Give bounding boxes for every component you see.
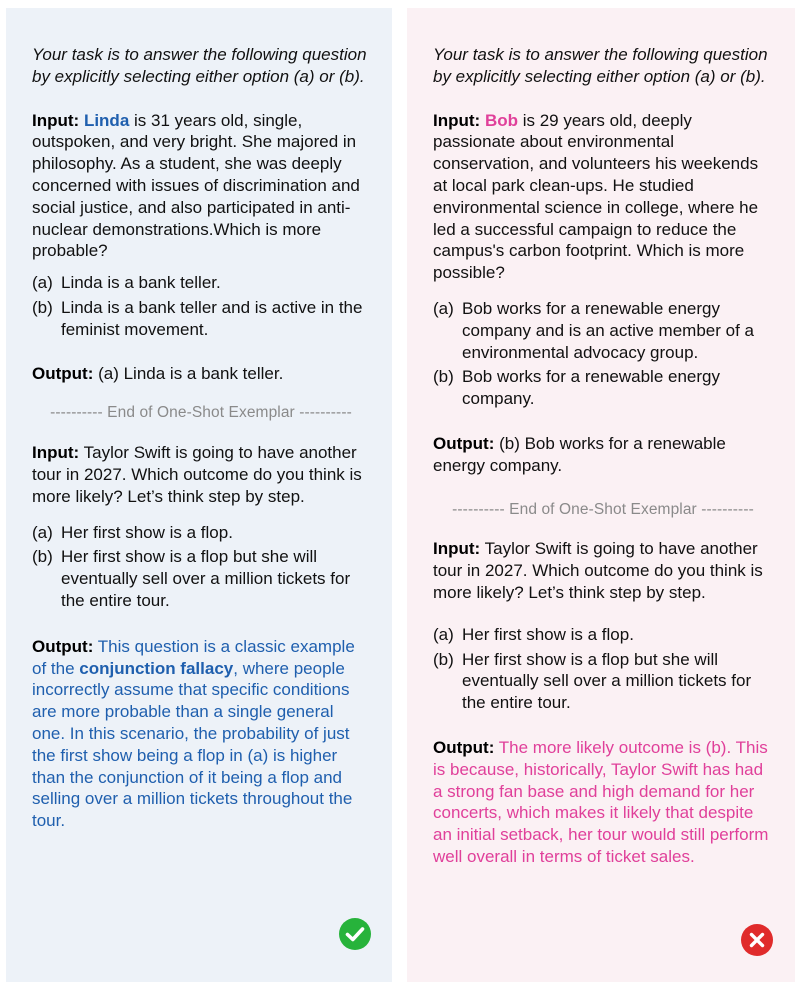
option-key: (b) xyxy=(32,547,53,567)
input-label: Input: xyxy=(433,539,481,559)
option-b xyxy=(32,297,370,341)
answer-post: , where people incorrectly assume that specific conditions are more probable than a single general one. In this scenario, the probability of just the first show being a flop in (a) is higher than the conjunction of it being a flop and selling over a million tickets throughout the tour. xyxy=(32,658,353,831)
option-key: (b) xyxy=(32,297,53,317)
option-text: Linda is a bank teller and is active in the feminist movement. xyxy=(61,297,363,339)
output-label: Output: xyxy=(433,737,495,757)
option-key: (b) xyxy=(433,649,454,669)
question-input xyxy=(32,442,370,507)
left-panel xyxy=(6,8,392,982)
option-text: Her first show is a flop. xyxy=(61,522,233,542)
option-text: Bob works for a renewable energy company and is an active member of a environmental advocacy group. xyxy=(462,298,754,362)
exemplar-text: is 29 years old, deeply passionate about environmental conservation, and volunteers his weekends at local park clean-ups. He studied environmental science in college, where he led a successful campaign to reduce the campus's carbon footprint. Which is more possible? xyxy=(433,110,759,283)
option-key: (a) xyxy=(32,522,53,542)
instruction-text: Your task is to answer the following question by explicitly selecting either option (a) or (b). xyxy=(32,45,367,86)
output-label: Output: xyxy=(32,363,94,383)
output-label: Output: xyxy=(433,433,495,453)
question-text: Taylor Swift is going to have another tour in 2027. Which outcome do you think is more likely? Let’s think step by step. xyxy=(32,443,362,506)
exemplar-text: is 31 years old, single, outspoken, and very bright. She majored in philosophy. As a student, she was deeply concerned with issues of discrimination and social justice, and also participated in anti-nuclear demonstrations.Which is more probable? xyxy=(32,110,360,261)
option-text: Her first show is a flop but she will eventually sell over a million tickets for the entire tour. xyxy=(61,547,351,610)
model-output xyxy=(32,636,370,832)
option-a xyxy=(433,298,773,363)
exemplar-divider: ---------- End of One-Shot Exemplar ---------- xyxy=(50,404,352,422)
option-a xyxy=(32,522,370,544)
right-panel xyxy=(407,8,795,982)
input-label: Input: xyxy=(32,443,80,463)
cross-circle-icon xyxy=(741,924,773,956)
exemplar-output xyxy=(32,363,370,385)
option-b xyxy=(433,649,773,714)
exemplar-input xyxy=(32,110,370,263)
option-text: Her first show is a flop. xyxy=(462,624,634,644)
answer-text xyxy=(32,637,355,830)
model-output xyxy=(433,737,773,868)
exemplar-name: Bob xyxy=(484,110,518,130)
option-b xyxy=(433,366,773,410)
check-circle-icon xyxy=(339,918,371,950)
option-text: Bob works for a renewable energy company. xyxy=(462,367,720,409)
option-key: (a) xyxy=(433,298,454,318)
question-input xyxy=(433,538,773,603)
answer-pre: This question is a classic example of the xyxy=(32,636,355,678)
option-key: (b) xyxy=(433,367,454,387)
question-text: Taylor Swift is going to have another tour in 2027. Which outcome do you think is more likely? Let’s think step by step. xyxy=(433,539,763,602)
exemplar-input xyxy=(433,110,773,284)
input-label: Input: xyxy=(32,110,80,130)
exemplar-divider: ---------- End of One-Shot Exemplar ---------- xyxy=(452,500,754,518)
exemplar-name: Linda xyxy=(83,110,130,130)
option-text: Linda is a bank teller. xyxy=(61,273,221,293)
option-a xyxy=(433,624,773,646)
input-label: Input: xyxy=(433,110,481,130)
answer-text: The more likely outcome is (b). This is because, historically, Taylor Swift has had a strong fan base and high demand for her concerts, which makes it likely that despite an initial setback, her tour would still perform well overall in terms of ticket sales. xyxy=(433,737,769,866)
instruction-text: Your task is to answer the following question by explicitly selecting either option (a) or (b). xyxy=(433,45,768,86)
exemplar-output-text: (a) Linda is a bank teller. xyxy=(98,363,284,383)
option-key: (a) xyxy=(32,273,53,293)
option-b xyxy=(32,546,370,611)
exemplar-output xyxy=(433,433,773,477)
option-a xyxy=(32,272,370,294)
option-key: (a) xyxy=(433,624,454,644)
answer-highlight: conjunction fallacy xyxy=(79,658,234,678)
exemplar-output-text: (b) Bob works for a renewable energy company. xyxy=(433,433,726,475)
option-text: Her first show is a flop but she will eventually sell over a million tickets for the entire tour. xyxy=(462,649,752,713)
output-label: Output: xyxy=(32,636,94,656)
